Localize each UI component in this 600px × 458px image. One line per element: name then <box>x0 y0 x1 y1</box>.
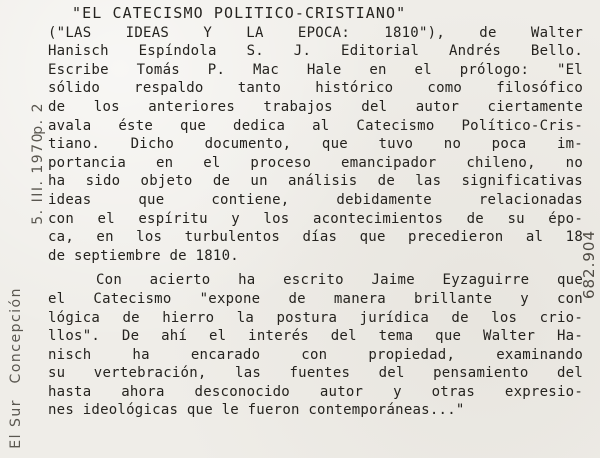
paragraph-2-line: lógica de hierro la postura jurídica de los crio- <box>48 309 583 326</box>
paragraph-1-line: ("LAS IDEAS Y LA EPOCA: 1810"), de Walter <box>48 24 583 41</box>
paragraph-2 <box>48 271 583 420</box>
paragraph-1-line: ca, en los turbulentos días que precedieron al 18 <box>48 229 583 246</box>
paragraph-2-line: su vertebración, las fuentes del pensamiento del <box>48 365 583 382</box>
paragraph-2-line: nes ideológicas que le fueron contemporáneas..." <box>48 402 465 419</box>
date-note: 5. III. 1970 <box>30 132 46 225</box>
paragraph-1-line: ideas que contiene, debidamente relacionadas <box>48 191 583 208</box>
paragraph-1-line: avala éste que dedica al Catecismo Político-Cris- <box>48 117 583 134</box>
paragraph-2-line: el Catecismo "expone de manera brillante y con <box>48 290 583 307</box>
city-note: Concepción <box>8 286 24 383</box>
paragraph-2-line: nisch ha encarado con propiedad, examinando <box>48 346 583 363</box>
source-note: El Sur <box>8 399 24 449</box>
paragraph-1-line: Hanisch Espíndola S. J. Editorial Andrés Bello. <box>48 43 583 60</box>
article-body <box>48 4 583 420</box>
paragraph-1-line: sólido respaldo tanto histórico como filosófico <box>48 80 583 97</box>
article-title: "EL CATECISMO POLITICO-CRISTIANO" <box>72 4 407 22</box>
page-note: p. 2 <box>30 102 46 135</box>
paragraph-1 <box>48 24 583 266</box>
paragraph-2-line: hasta ahora desconocido autor y otras expresio- <box>48 383 583 400</box>
paragraph-1-line: portancia en el proceso emancipador chileno, no <box>48 154 583 171</box>
paragraph-2-line: llos". De ahí el interés del tema que Walter Ha- <box>48 328 583 345</box>
paragraph-1-line: de los anteriores trabajos del autor ciertamente <box>48 98 583 115</box>
paragraph-1-line: ha sido objeto de un análisis de las significativas <box>48 173 583 190</box>
paragraph-2-line: Con acierto ha escrito Jaime Eyzaguirre que <box>96 272 583 289</box>
paragraph-1-line: de septiembre de 1810. <box>48 247 239 264</box>
catalog-number-note: 682.904 <box>580 230 598 300</box>
paragraph-1-line: con el espíritu y los acontecimientos de su épo- <box>48 210 583 227</box>
paragraph-1-line: tiano. Dicho documento, que tuvo no poca im- <box>48 136 583 153</box>
handwritten-margin-note <box>4 80 52 455</box>
paragraph-1-line: Escribe Tomás P. Mac Hale en el prólogo: "El <box>48 61 583 78</box>
